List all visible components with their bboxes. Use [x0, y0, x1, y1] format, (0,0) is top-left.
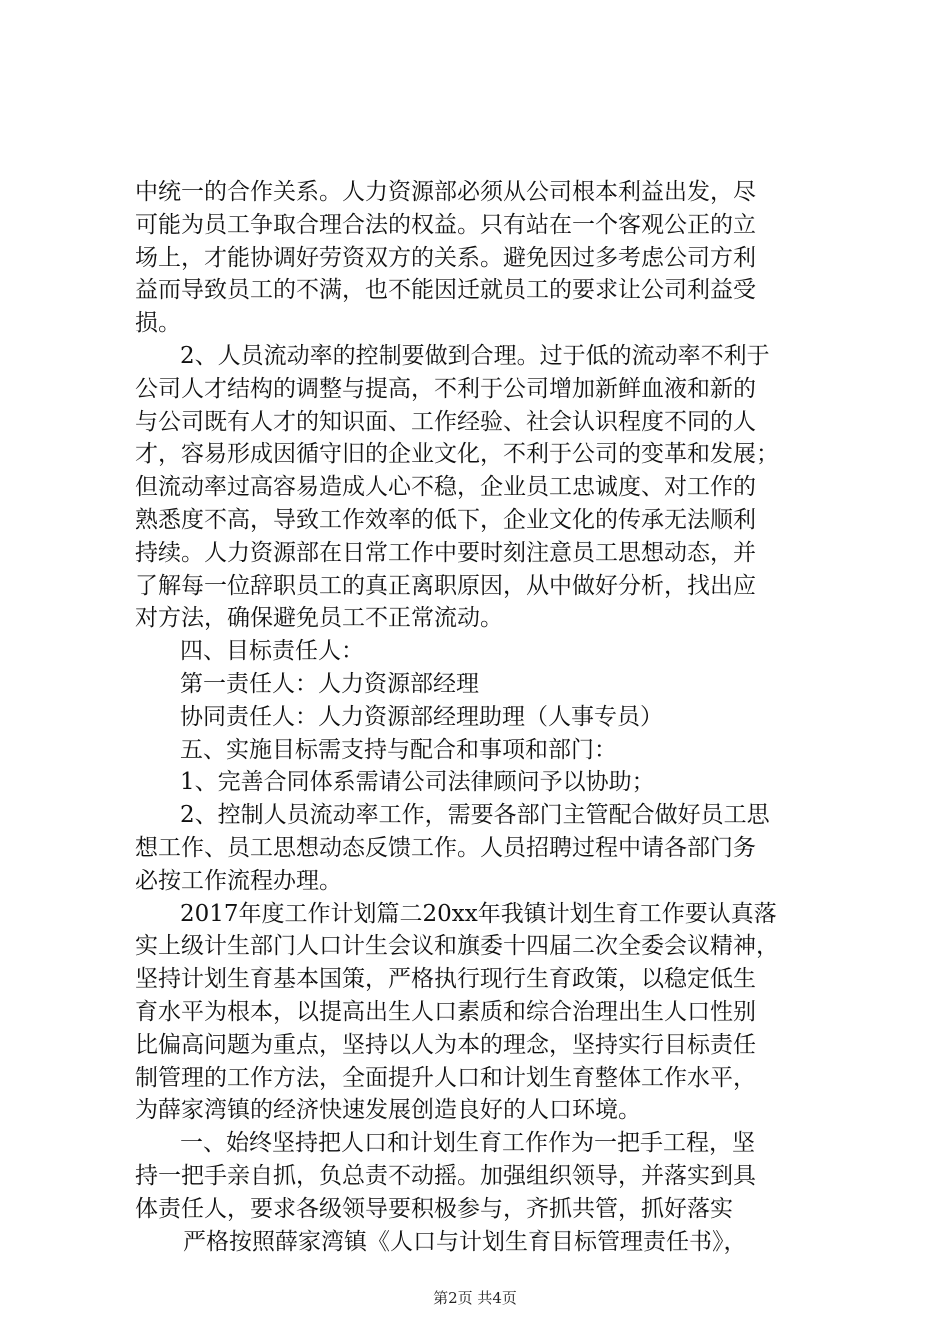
- text-line: 2、人员流动率的控制要做到合理。过于低的流动率不利于: [180, 342, 770, 369]
- text-line: 第一责任人：人力资源部经理: [180, 670, 479, 697]
- text-line: 了解每一位辞职员工的真正离职原因，从中做好分析，找出应: [135, 572, 756, 599]
- text-line: 对方法，确保避免员工不正常流动。: [135, 605, 503, 632]
- text-line: 损。: [135, 310, 181, 337]
- page-footer: 第2页 共4页: [433, 1289, 517, 1307]
- text-line: 2017年度工作计划篇二20xx年我镇计划生育工作要认真落: [180, 900, 777, 927]
- text-line: 制管理的工作方法，全面提升人口和计划生育整体工作水平，: [135, 1064, 756, 1091]
- text-line: 体责任人，要求各级领导要积极参与，齐抓共管，抓好落实: [135, 1195, 733, 1222]
- text-line: 公司人才结构的调整与提高，不利于公司增加新鲜血液和新的: [135, 375, 756, 402]
- text-line: 熟悉度不高，导致工作效率的低下，企业文化的传承无法顺利: [135, 506, 756, 533]
- text-line: 为薛家湾镇的经济快速发展创造良好的人口环境。: [135, 1097, 641, 1124]
- text-line: 协同责任人：人力资源部经理助理（人事专员）: [180, 703, 663, 730]
- text-line: 育水平为根本，以提高出生人口素质和综合治理出生人口性别: [135, 998, 756, 1025]
- text-line: 才，容易形成因循守旧的企业文化，不利于公司的变革和发展；: [135, 441, 779, 468]
- text-line: 2、控制人员流动率工作，需要各部门主管配合做好员工思: [180, 802, 770, 829]
- text-line: 1、完善合同体系需请公司法律顾问予以协助；: [180, 769, 655, 796]
- text-line: 场上，才能协调好劳资双方的关系。避免因过多考虑公司方利: [135, 244, 756, 271]
- text-line: 严格按照薛家湾镇《人口与计划生育目标管理责任书》，: [183, 1228, 747, 1255]
- text-line: 中统一的合作关系。人力资源部必须从公司根本利益出发，尽: [135, 179, 756, 205]
- document-body: [135, 176, 835, 1258]
- text-line: 必按工作流程办理。: [135, 867, 342, 894]
- text-line: 一、始终坚持把人口和计划生育工作作为一把手工程，坚: [180, 1130, 755, 1157]
- text-line: 但流动率过高容易造成人心不稳，企业员工忠诚度、对工作的: [135, 474, 756, 501]
- text-line: 比偏高问题为重点，坚持以人为本的理念，坚持实行目标责任: [135, 1031, 756, 1058]
- text-line: 实上级计生部门人口计生会议和旗委十四届二次全委会议精神，: [135, 933, 779, 960]
- text-line: 四、目标责任人：: [180, 638, 364, 665]
- text-line: 可能为员工争取合理合法的权益。只有站在一个客观公正的立: [135, 211, 756, 238]
- text-line: 坚持计划生育基本国策，严格执行现行生育政策，以稳定低生: [135, 966, 756, 993]
- text-line: 想工作、员工思想动态反馈工作。人员招聘过程中请各部门务: [135, 834, 756, 861]
- text-line: 与公司既有人才的知识面、工作经验、社会认识程度不同的人: [135, 408, 756, 435]
- text-line: 益而导致员工的不满，也不能因迁就员工的要求让公司利益受: [135, 277, 756, 304]
- text-line: 持一把手亲自抓，负总责不动摇。加强组织领导，并落实到具: [135, 1162, 756, 1189]
- text-line: 持续。人力资源部在日常工作中要时刻注意员工思想动态，并: [135, 539, 756, 566]
- text-line: 五、实施目标需支持与配合和事项和部门：: [180, 736, 617, 763]
